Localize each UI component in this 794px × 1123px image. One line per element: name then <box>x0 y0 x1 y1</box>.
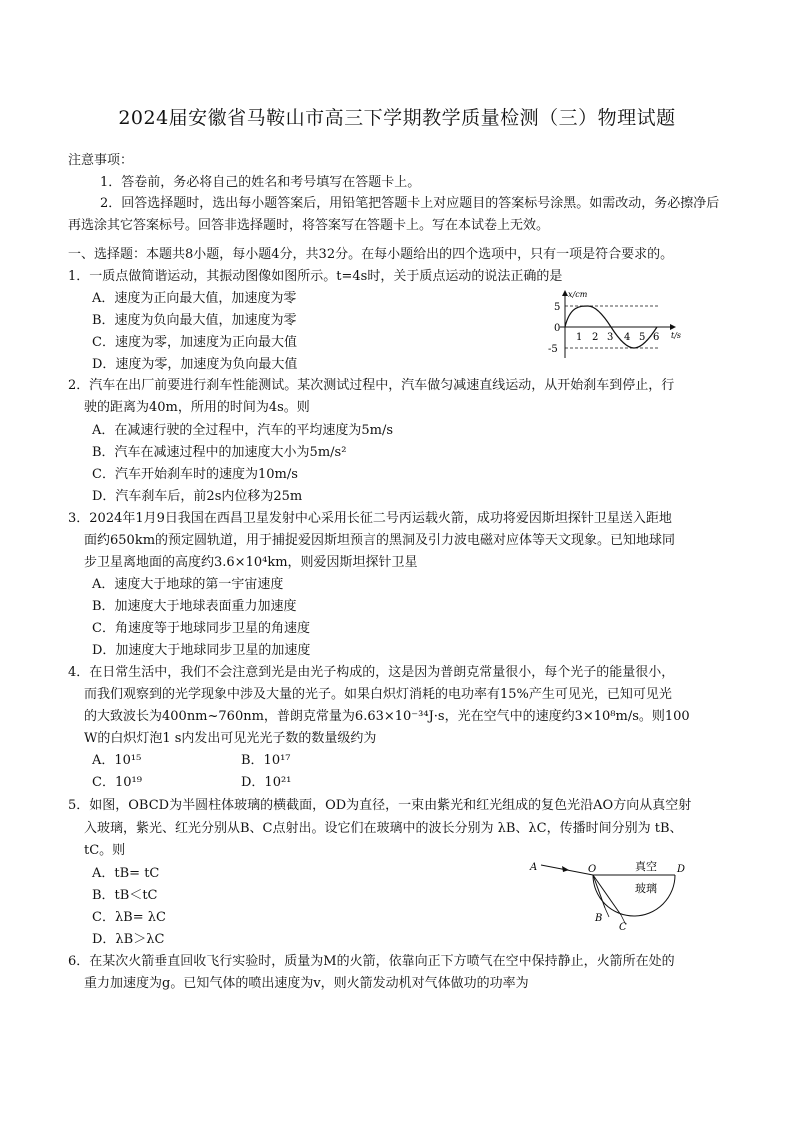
q5-label-d: D <box>677 864 686 875</box>
q5-label-vacuum: 真空 <box>635 860 657 873</box>
q1-tick-6: 6 <box>653 332 660 343</box>
q1-option-d: D．速度为零，加速度为负向最大值 <box>92 357 298 372</box>
q4-stem-line2: 而我们观察到的光学现象中涉及大量的光子。如果白炽灯消耗的电功率有15%产生可见光，已知可见光 <box>84 687 672 702</box>
q3-stem-line1: 3．2024年1月9日我国在西昌卫星发射中心采用长征二号丙运载火箭，成功将爱因斯坦探针卫星送入距地 <box>68 511 672 526</box>
q3-option-c: C．角速度等于地球同步卫星的角速度 <box>92 621 310 636</box>
q4-stem-line1: 4．在日常生活中，我们不会注意到光是由光子构成的，这是因为普朗克常量很小，每个光子的能量很小， <box>68 665 675 680</box>
q3-option-a: A．速度大于地球的第一宇宙速度 <box>92 577 284 592</box>
q5-label-o: O <box>588 864 597 875</box>
q1-vibration-graph <box>540 286 680 366</box>
q5-option-d: D．λB＞λC <box>92 932 165 947</box>
q1-tick-4: 4 <box>624 332 631 343</box>
q4-option-a: A．10¹⁵ <box>92 753 142 768</box>
q5-label-c: C <box>619 922 627 933</box>
q1-option-c: C．速度为零，加速度为正向最大值 <box>92 335 297 350</box>
q1-tick-2: 2 <box>592 332 599 343</box>
section-heading: 一、选择题：本题共8小题，每小题4分，共32分。在每小题给出的四个选项中，只有一项是符合要求的。 <box>68 247 674 262</box>
q2-option-d: D．汽车刹车后，前2s内位移为25m <box>92 489 303 504</box>
q3-stem-line3: 步卫星离地面的高度约3.6×10⁴km，则爱因斯坦探针卫星 <box>84 555 418 570</box>
notice-item-2: 2．回答选择题时，选出每小题答案后，用铅笔把答题卡上对应题目的答案标号涂黑。如需改动，务必擦净后再选涂其它答案标号。回答非选择题时，将答案写在答题卡上。写在本试卷上无效。 <box>68 196 720 233</box>
q1-stem: 1．一质点做简谐运动，其振动图像如图所示。t=4s时，关于质点运动的说法正确的是 <box>68 269 563 284</box>
q5-stem-line2: 入玻璃，紫光、红光分别从B、C点射出。设它们在玻璃中的波长分别为 λB、λC，传播时间分别为 tB、 <box>84 821 683 836</box>
q1-y-axis-label: x/cm <box>568 290 588 299</box>
q1-y-pos-label: 5 <box>554 302 561 313</box>
q5-option-c: C．λB= λC <box>92 910 166 925</box>
q5-option-b: B．tB＜tC <box>92 888 158 903</box>
q1-x-axis-label: t/s <box>671 331 682 340</box>
q4-option-d: D．10²¹ <box>241 775 292 790</box>
q1-option-a: A．速度为正向最大值，加速度为零 <box>92 291 297 306</box>
q1-tick-1: 1 <box>576 332 583 343</box>
q3-stem-line2: 面约650km的预定圆轨道，用于捕捉爱因斯坦预言的黑洞及引力波电磁对应体等天文现象。已知地球同 <box>84 533 676 548</box>
q6-stem-line2: 重力加速度为g。已知气体的喷出速度为v，则火箭发动机对气体做功的功率为 <box>84 976 529 991</box>
q1-tick-5: 5 <box>639 332 646 343</box>
q4-stem-line3: 的大致波长为400nm~760nm，普朗克常量为6.63×10⁻³⁴J·s，光在空气中的速度约3×10⁸m/s。则100 <box>84 709 690 724</box>
page-title: 2024届安徽省马鞍山市高三下学期教学质量检测（三）物理试题 <box>118 107 676 129</box>
q3-option-b: B．加速度大于地球表面重力加速度 <box>92 599 297 614</box>
q1-tick-3: 3 <box>607 332 614 343</box>
notice-heading: 注意事项： <box>68 153 134 168</box>
q5-stem-line1: 5．如图，OBCD为半圆柱体玻璃的横截面，OD为直径，一束由紫光和红光组成的复色光沿AO方向从真空射 <box>68 798 692 813</box>
q3-option-d: D．加速度大于地球同步卫星的加速度 <box>92 643 311 658</box>
q5-glass-diagram <box>525 855 710 935</box>
notice-item-1: 1．答卷前，务必将自己的姓名和考号填写在答题卡上。 <box>100 175 421 190</box>
q5-stem-line3: tC。则 <box>84 843 126 858</box>
q1-option-b: B．速度为负向最大值，加速度为零 <box>92 313 297 328</box>
q6-stem-line1: 6．在某次火箭垂直回收飞行实验时，质量为M的火箭，依靠向正下方喷气在空中保持静止，火箭所在处的 <box>68 954 675 969</box>
q2-option-a: A．在减速行驶的全过程中，汽车的平均速度为5m/s <box>92 423 394 438</box>
q4-option-c: C．10¹⁹ <box>92 775 142 790</box>
q2-option-b: B．汽车在减速过程中的加速度大小为5m/s² <box>92 445 347 460</box>
q5-label-b: B <box>595 913 603 924</box>
q2-stem-line2: 驶的距离为40m，所用的时间为4s。则 <box>84 400 310 415</box>
q4-stem-line4: W的白炽灯泡1 s内发出可见光光子数的数量级约为 <box>84 731 377 746</box>
q2-option-c: C．汽车开始刹车时的速度为10m/s <box>92 467 298 482</box>
q1-y-neg-label: -5 <box>548 344 558 355</box>
q5-label-a: A <box>530 862 538 873</box>
q4-option-b: B．10¹⁷ <box>241 753 291 768</box>
q5-label-glass: 玻璃 <box>635 882 657 895</box>
q1-y-zero-label: 0 <box>554 323 561 334</box>
q2-stem-line1: 2．汽车在出厂前要进行刹车性能测试。某次测试过程中，汽车做匀减速直线运动，从开始刹车到停止，行 <box>68 378 675 393</box>
q5-option-a: A．tB= tC <box>92 866 160 881</box>
